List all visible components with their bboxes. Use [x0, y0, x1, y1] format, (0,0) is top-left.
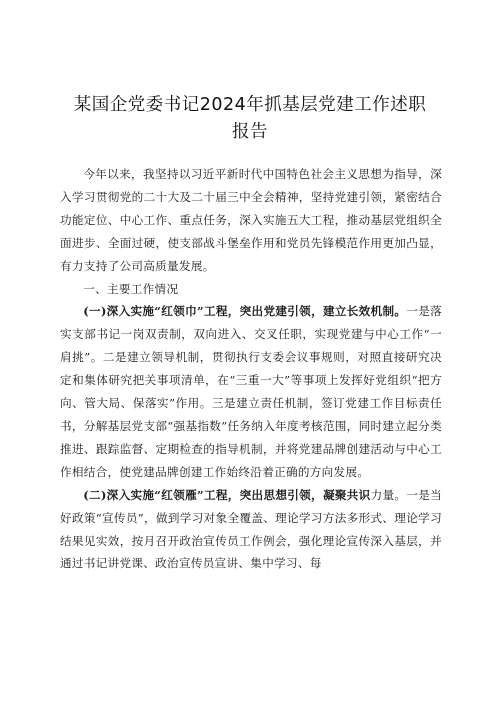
subsection-1-heading: (一)深入实施“红领巾”工程，突出党建引领，建立长效机制。 — [83, 304, 407, 319]
document-title — [60, 92, 440, 146]
subsection-2-heading: (二)深入实施“红领雁”工程，突出思想引领，凝聚共识 — [83, 487, 371, 502]
title-line-2: 报告 — [232, 122, 268, 142]
document-body — [60, 163, 442, 575]
title-line-1: 某国企党委书记2024年抓基层党建工作述职 — [73, 95, 427, 115]
intro-paragraph: 今年以来，我坚持以习近平新时代中国特色社会主义思想为指导，深入学习贯彻党的二十大及二十届三中全会精神，坚持党建引领，紧密结合功能定位、中心工作、重点任务，深入实施五大工程，推动基层党组织全面进步、全面过硬，使支部战斗堡垒作用和党员先锋模范作用更加凸显，有力支持了公司高质量发展。 — [60, 167, 442, 273]
subsection-2-heading-tail: 力量。 — [370, 487, 407, 502]
section-heading-main-work: 一、主要工作情况 — [83, 281, 179, 296]
subsection-2-paragraph — [60, 484, 442, 576]
subsection-1-text: 一是落实支部书记一岗双责制，双向进入、交叉任职，实现党建与中心工作“一肩挑”。二是建立领导机制，贯彻执行支委会议事规则，对照直接研究决定和集体研究把关事项清单，在“三重一大”等事项上发挥好党组织“把方向、管大局、保落实”作用。三是建立责任机制，签订党建工作目标责任书，分解基层党支部“强基指数”任务纳入年度考核范围，同时建立起分类推进、跟踪监督、定期检查的指导机制，并将党建品牌创建活动与中心工作相结合，使党建品牌创建工作始终沿着正确的方向发展。 — [60, 304, 442, 479]
subsection-1-paragraph — [60, 300, 442, 483]
subsection-2-text: 一是当好政策“宣传员”，做到学习对象全覆盖、理论学习方法多形式、理论学习结果见实效，按月召开政治宣传员工作例会，强化理论宣传深入基层，并通过书记讲党课、政治宣传员宣讲、集中学习、每 — [60, 487, 442, 571]
